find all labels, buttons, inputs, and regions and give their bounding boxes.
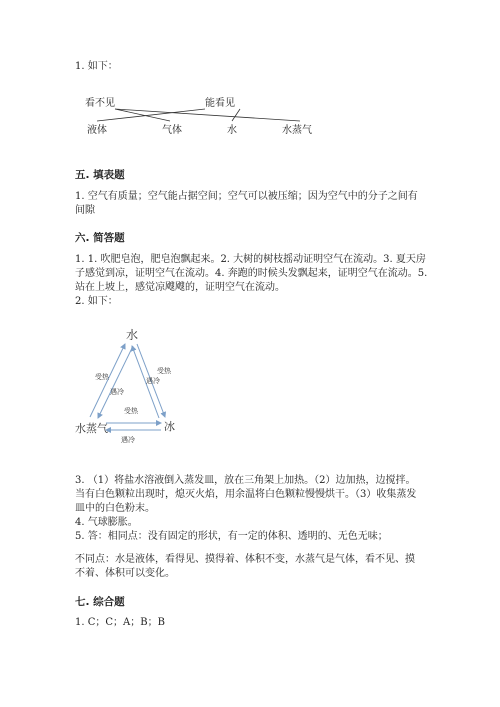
label-visible: 能看见	[205, 98, 235, 109]
label-vapor: 水蒸气	[282, 125, 312, 136]
label-heat-bottom: 受热	[124, 407, 138, 415]
node-vapor: 水蒸气	[75, 422, 108, 435]
link-visible-water	[232, 109, 240, 121]
label-cool-bottom: 遇冷	[121, 436, 135, 444]
label-liquid: 液体	[87, 125, 107, 136]
answer5-line: 5. 答：相同点：没有固定的形状，有一定的体积、透明的、无色无味；	[75, 531, 388, 542]
answer4-line: 4. 气球膨胀。	[75, 517, 138, 528]
sec5-line-1: 1. 空气有质量；空气能占据空间；空气可以被压缩；因为空气中的分子之间有	[75, 191, 418, 202]
label-cool-left: 遇冷	[110, 388, 124, 396]
sec6-line-4: 2. 如下：	[75, 296, 118, 307]
difference-line-2: 不着、体积可以变化。	[75, 568, 175, 579]
sec6-line-2: 子感觉到凉，证明空气在流动。4. 奔跑的时候头发飘起来，证明空气在流动。5.	[75, 268, 428, 279]
sec6-line-3: 站在上坡上，感觉凉飕飕的，证明空气在流动。	[75, 282, 285, 293]
label-heat-left: 受热	[95, 373, 109, 381]
node-ice: 冰	[164, 420, 175, 433]
answer3-line-3: 皿中的白色粉末。	[75, 503, 155, 514]
sec7-answer: 1. C；C；A；B；B	[75, 617, 165, 628]
label-cool-right: 遇冷	[146, 377, 160, 385]
sec5-line-2: 间隙	[75, 205, 95, 216]
label-heat-right: 受热	[157, 367, 171, 375]
section6-heading: 六. 简答题	[75, 232, 125, 244]
label-water: 水	[227, 125, 237, 136]
matching-diagram	[75, 90, 335, 140]
section7-heading: 七. 综合题	[75, 596, 125, 608]
section5-heading: 五. 填表题	[75, 169, 125, 181]
label-invisible: 看不见	[85, 98, 115, 109]
answer3-line-1: 3. （1）将盐水溶液倒入蒸发皿，放在三角架上加热。（2）边加热，边搅拌。	[75, 475, 416, 486]
label-gas: 气体	[162, 125, 182, 136]
water-cycle-diagram	[75, 322, 195, 452]
sec6-line-1: 1. 1. 吹肥皂泡，肥皂泡飘起来。2. 大树的树枝摇动证明空气在流动。3. 夏天房	[75, 254, 426, 265]
difference-line-1: 不同点：水是液体，看得见、摸得着、体积不变，水蒸气是气体，看不见、摸	[75, 554, 415, 565]
q1-label: 1. 如下：	[75, 61, 118, 72]
node-water: 水	[126, 328, 139, 342]
link-visible-liquid	[97, 109, 205, 121]
answer3-line-2: 当有白色颗粒出现时，熄灭火焰，用余温将白色颗粒慢慢烘干。（3）收集蒸发	[75, 489, 417, 500]
